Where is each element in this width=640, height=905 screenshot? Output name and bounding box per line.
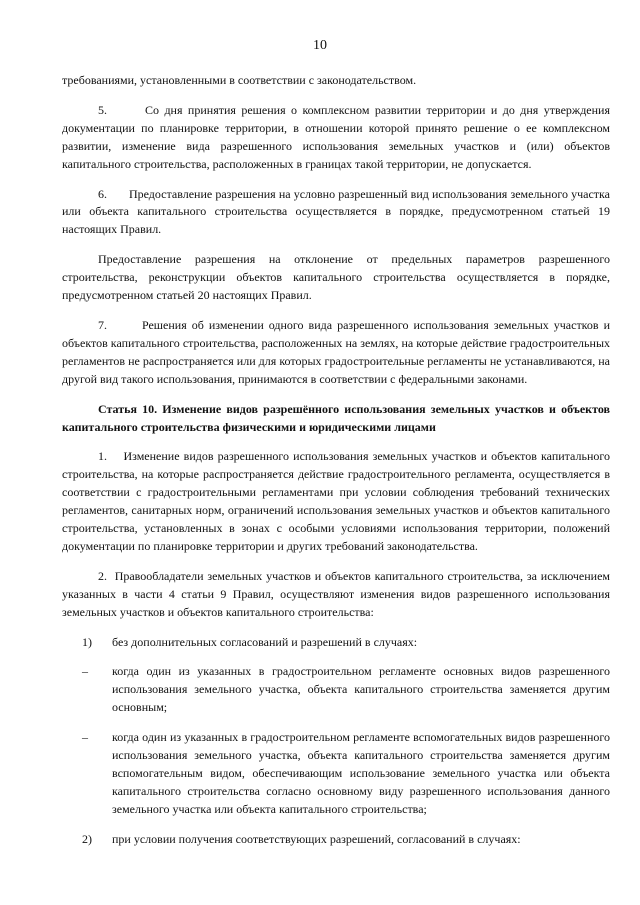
list-item [62,729,610,819]
paragraph-point-6: 6. Предоставление разрешения на условно разрешенный вид использования земельного участка или объекта капитального строительства осуществляется в порядке, предусмотренном статьей 19 настоящих Правил. [62,186,610,237]
article-paragraph-1: 1. Изменение видов разрешенного использования земельных участков и объектов капитального строительства, на которые распространяется действие градостроительного регламента, осуществляется в соответствии с градостроительными регламентами при условии соблюдения требований технических регламентов, санитарных норм, ограничений использования земельных участков и объектов капитального строительства, установленных в зонах с особыми условиями использования территории, положений документации по планировке территории и других требований законодательства. [62,449,610,553]
paragraph-continuation: требованиями, установленными в соответствии с законодательством. [62,73,417,87]
list-item-text: без дополнительных согласований и разрешений в случаях: [112,634,418,649]
article-paragraph-2: 2. Правообладатели земельных участков и объектов капитального строительства, за исключением указанных в части 4 статьи 9 Правил, осуществляют изменения видов разрешенного использования земельных участков и объектов капитального строительства: [62,568,610,619]
list-item-text: когда один из указанных в градостроительном регламенте основных видов разрешенного использования земельного участка, объекта капитального строительства заменяется другим основным; [112,664,610,715]
article-heading: Статья 10. Изменение видов разрешённого использования земельных участков и объектов капитального строительства физическими и юридическими лицами [62,401,610,434]
list-item [62,663,610,717]
list-item [62,831,610,849]
list-marker: – [82,664,88,679]
page-number: 10 [313,38,327,53]
paragraph-point-5: 5. Со дня принятия решения о комплексном развитии территории и до дня утверждения документации по планировке территории, в отношении которой принято решение о ее комплексном развитии, изменение вида разрешенного использования земельных участков и (или) объектов капитального строительства, расположенных в границах такой территории, не допускается. [62,102,610,171]
list-marker: – [82,730,88,745]
list-item [62,634,610,652]
list-marker: 2) [82,831,92,846]
list-item-text: при условии получения соответствующих разрешений, согласований в случаях: [112,831,521,846]
list-marker: 1) [82,634,92,649]
page-content [62,72,610,849]
list-item-text: когда один из указанных в градостроительном регламенте вспомогательных видов разрешенного использования земельного участка, объекта капитального строительства заменяется другим вспомогательным видом, обеспечивающим использование земельного участка или объекта капитального строительства согласно основному виду разрешенного использования данного земельного участка или объекта капитального строительства; [112,730,610,816]
paragraph-point-7: 7. Решения об изменении одного вида разрешенного использования земельных участков и объектов капитального строительства, расположенных на землях, на которые действие градостроительных регламентов не распространяется или для которых градостроительные регламенты не устанавливаются, на другой вид такого использования, принимаются в соответствии с федеральными законами. [62,317,610,386]
paragraph-deviation-permit: Предоставление разрешения на отклонение от предельных параметров разрешенного строительства, реконструкции объектов капитального строительства осуществляется в порядке, предусмотренном статьей 20 настоящих Правил. [62,252,610,303]
